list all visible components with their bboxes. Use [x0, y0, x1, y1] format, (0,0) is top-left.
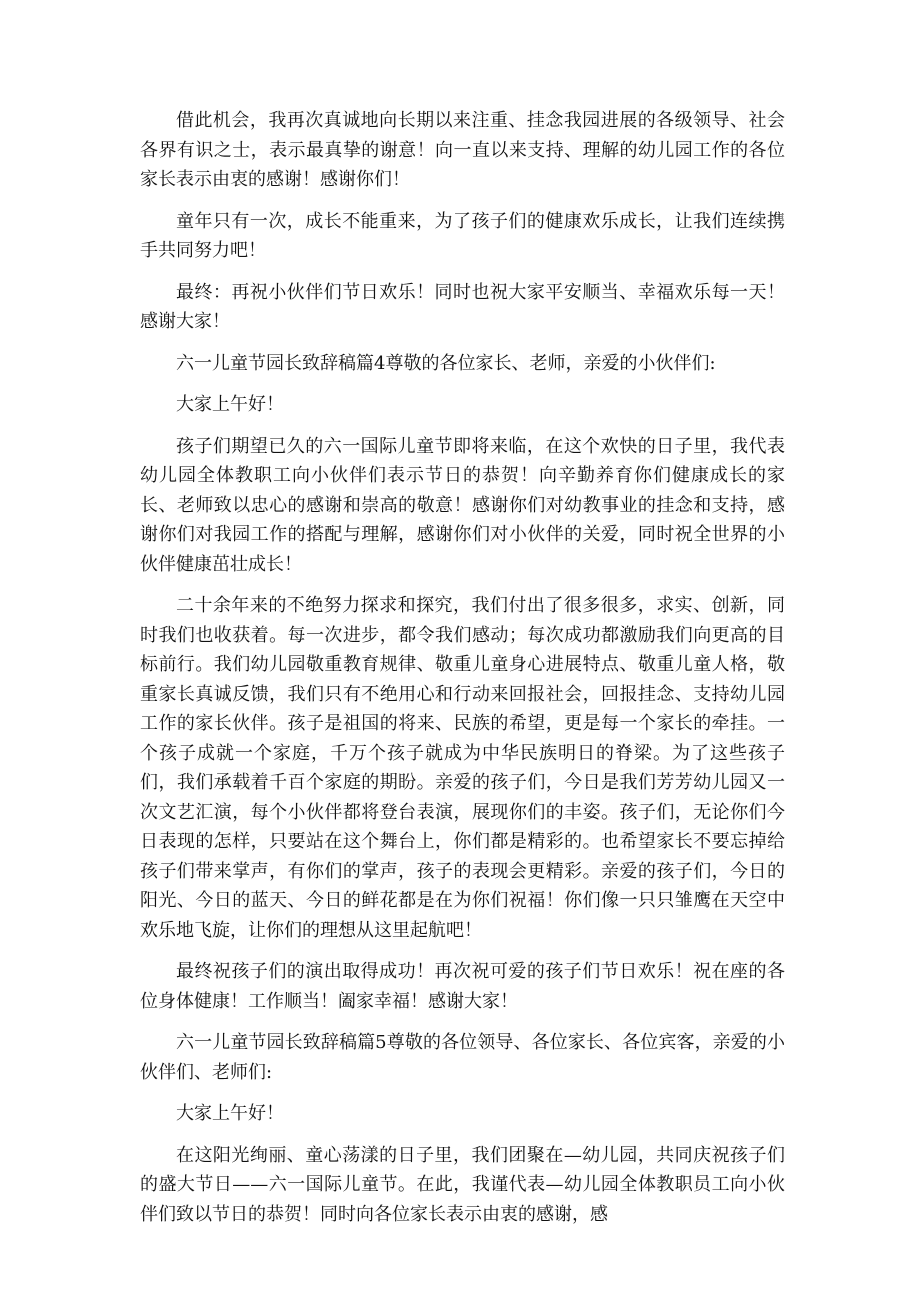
paragraph-thanks: 借此机会，我再次真诚地向长期以来注重、挂念我园进展的各级领导、社会各界有识之士，表示最真挚的谢意！向一直以来支持、理解的幼儿园工作的各位家长表示由衷的感谢！感谢你们！: [140, 110, 785, 190]
document-body: [140, 106, 785, 1241]
paragraph-final-wishes: 最终祝孩子们的演出取得成功！再次祝可爱的孩子们节日欢乐！祝在座的各位身体健康！工作顺当！阖家幸福！感谢大家！: [140, 961, 785, 1012]
paragraph-greeting-2: 大家上午好！: [176, 1103, 284, 1124]
paragraph-closing-wishes: 最终：再祝小伙伴们节日欢乐！同时也祝大家平安顺当、幸福欢乐每一天！感谢大家！: [140, 281, 785, 332]
paragraph-speech-4-heading: 六一儿童节园长致辞稿篇4尊敬的各位家长、老师，亲爱的小伙伴们:: [176, 352, 716, 374]
paragraph-speech-5-heading: 六一儿童节园长致辞稿篇5尊敬的各位领导、各位家长、各位宾客，亲爱的小伙伴们、老师们:: [140, 1032, 785, 1083]
paragraph-twenty-years: 二十余年来的不绝努力探求和探究，我们付出了很多很多，求实、创新，同时我们也收获着。每一次进步，都令我们感动；每次成功都激励我们向更高的目标前行。我们幼儿园敬重教育规律、敬重儿童身心进展特点、敬重儿童人格，敬重家长真诚反馈，我们只有不绝用心和行动来回报社会，回报挂念、支持幼儿园工作的家长伙伴。孩子是祖国的将来、民族的希望，更是每一个家长的牵挂。一个孩子成就一个家庭，千万个孩子就成为中华民族明日的脊梁。为了这些孩子们，我们承载着千百个家庭的期盼。亲爱的孩子们，今日是我们芳芳幼儿园又一次文艺汇演，每个小伙伴都将登台表演，展现你们的丰姿。孩子们，无论你们今日表现的怎样，只要站在这个舞台上，你们都是精彩的。也希望家长不要忘掉给孩子们带来掌声，有你们的掌声，孩子的表现会更精彩。亲爱的孩子们，今日的阳光、今日的蓝天、今日的鲜花都是在为你们祝福！你们像一只只雏鹰在天空中欢乐地飞旋，让你们的理想从这里起航吧！: [140, 595, 785, 941]
paragraph-festival-coming: 孩子们期望已久的六一国际儿童节即将来临，在这个欢快的日子里，我代表幼儿园全体教职工向小伙伴们表示节日的恭贺！向辛勤养育你们健康成长的家长、老师致以忠心的感谢和崇高的敬意！感谢你们对幼教事业的挂念和支持，感谢你们对我园工作的搭配与理解，感谢你们对小伙伴的关爱，同时祝全世界的小伙伴健康茁壮成长！: [140, 435, 785, 575]
paragraph-greeting: 大家上午好！: [176, 394, 284, 415]
paragraph-sunshine: 在这阳光绚丽、童心荡漾的日子里，我们团聚在—幼儿园，共同庆祝孩子们的盛大节日——六一国际儿童节。在此，我谨代表—幼儿园全体教职员工向小伙伴们致以节日的恭贺！同时向各位家长表示由衷的感谢，感: [140, 1144, 785, 1225]
paragraph-childhood: 童年只有一次，成长不能重来，为了孩子们的健康欢乐成长，让我们连续携手共同努力吧！: [140, 210, 785, 261]
